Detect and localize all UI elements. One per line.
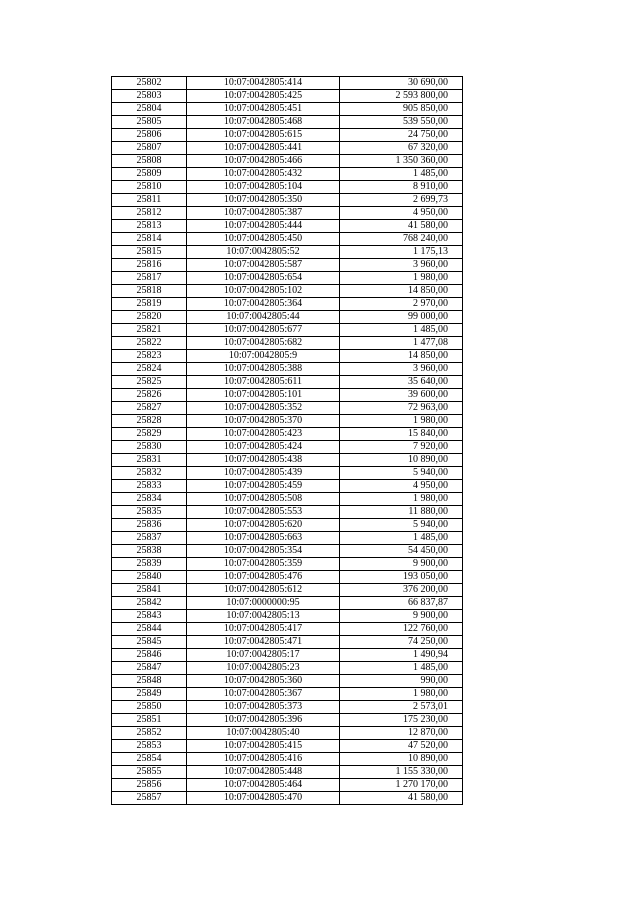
row-number-cell: 25807 (112, 142, 187, 155)
table-row (112, 428, 463, 441)
cadastral-number-cell: 10:07:0042805:373 (187, 701, 340, 714)
table-row (112, 207, 463, 220)
table-row (112, 285, 463, 298)
table-row (112, 376, 463, 389)
row-number-cell: 25842 (112, 597, 187, 610)
cadastral-number-cell: 10:07:0042805:620 (187, 519, 340, 532)
cadastral-number-cell: 10:07:0042805:387 (187, 207, 340, 220)
cadastral-number-cell: 10:07:0042805:40 (187, 727, 340, 740)
value-cell: 905 850,00 (340, 103, 463, 116)
cadastral-number-cell: 10:07:0042805:615 (187, 129, 340, 142)
value-cell: 2 593 800,00 (340, 90, 463, 103)
table-row (112, 662, 463, 675)
row-number-cell: 25856 (112, 779, 187, 792)
value-cell: 1 485,00 (340, 662, 463, 675)
value-cell: 15 840,00 (340, 428, 463, 441)
cadastral-number-cell: 10:07:0042805:416 (187, 753, 340, 766)
cadastral-number-cell: 10:07:0042805:611 (187, 376, 340, 389)
table-row (112, 753, 463, 766)
row-number-cell: 25837 (112, 532, 187, 545)
value-cell: 30 690,00 (340, 77, 463, 90)
cadastral-number-cell: 10:07:0042805:471 (187, 636, 340, 649)
cadastral-number-cell: 10:07:0042805:396 (187, 714, 340, 727)
table-row (112, 558, 463, 571)
row-number-cell: 25851 (112, 714, 187, 727)
table-row (112, 181, 463, 194)
value-cell: 74 250,00 (340, 636, 463, 649)
row-number-cell: 25853 (112, 740, 187, 753)
value-cell: 9 900,00 (340, 558, 463, 571)
cadastral-number-cell: 10:07:0042805:354 (187, 545, 340, 558)
cadastral-number-cell: 10:07:0042805:476 (187, 571, 340, 584)
value-cell: 8 910,00 (340, 181, 463, 194)
row-number-cell: 25809 (112, 168, 187, 181)
row-number-cell: 25836 (112, 519, 187, 532)
value-cell: 175 230,00 (340, 714, 463, 727)
row-number-cell: 25828 (112, 415, 187, 428)
table-row (112, 389, 463, 402)
row-number-cell: 25832 (112, 467, 187, 480)
table-row (112, 506, 463, 519)
row-number-cell: 25817 (112, 272, 187, 285)
table-row (112, 220, 463, 233)
value-cell: 35 640,00 (340, 376, 463, 389)
table-row (112, 116, 463, 129)
row-number-cell: 25806 (112, 129, 187, 142)
value-cell: 1 477,08 (340, 337, 463, 350)
value-cell: 3 960,00 (340, 259, 463, 272)
cadastral-number-cell: 10:07:0042805:682 (187, 337, 340, 350)
value-cell: 39 600,00 (340, 389, 463, 402)
cadastral-number-cell: 10:07:0042805:439 (187, 467, 340, 480)
row-number-cell: 25854 (112, 753, 187, 766)
value-cell: 3 960,00 (340, 363, 463, 376)
cadastral-number-cell: 10:07:0042805:677 (187, 324, 340, 337)
row-number-cell: 25852 (112, 727, 187, 740)
cadastral-number-cell: 10:07:0042805:52 (187, 246, 340, 259)
row-number-cell: 25823 (112, 350, 187, 363)
row-number-cell: 25808 (112, 155, 187, 168)
cadastral-number-cell: 10:07:0042805:424 (187, 441, 340, 454)
row-number-cell: 25845 (112, 636, 187, 649)
row-number-cell: 25847 (112, 662, 187, 675)
cadastral-number-cell: 10:07:0042805:9 (187, 350, 340, 363)
table-row (112, 467, 463, 480)
row-number-cell: 25816 (112, 259, 187, 272)
cadastral-number-cell: 10:07:0042805:466 (187, 155, 340, 168)
cadastral-number-cell: 10:07:0042805:553 (187, 506, 340, 519)
table-row (112, 272, 463, 285)
table-row (112, 155, 463, 168)
cadastral-number-cell: 10:07:0042805:23 (187, 662, 340, 675)
row-number-cell: 25805 (112, 116, 187, 129)
value-cell: 2 573,01 (340, 701, 463, 714)
value-cell: 1 980,00 (340, 272, 463, 285)
table-row (112, 337, 463, 350)
row-number-cell: 25848 (112, 675, 187, 688)
row-number-cell: 25802 (112, 77, 187, 90)
table-row (112, 311, 463, 324)
value-cell: 47 520,00 (340, 740, 463, 753)
row-number-cell: 25857 (112, 792, 187, 805)
row-number-cell: 25830 (112, 441, 187, 454)
table-row (112, 441, 463, 454)
cadastral-number-cell: 10:07:0042805:13 (187, 610, 340, 623)
value-cell: 990,00 (340, 675, 463, 688)
cadastral-number-cell: 10:07:0042805:414 (187, 77, 340, 90)
row-number-cell: 25829 (112, 428, 187, 441)
table-row (112, 129, 463, 142)
value-cell: 54 450,00 (340, 545, 463, 558)
cadastral-number-cell: 10:07:0042805:612 (187, 584, 340, 597)
table-row (112, 454, 463, 467)
table-row (112, 103, 463, 116)
value-cell: 1 980,00 (340, 688, 463, 701)
value-cell: 4 950,00 (340, 480, 463, 493)
table-row (112, 532, 463, 545)
value-cell: 24 750,00 (340, 129, 463, 142)
cadastral-number-cell: 10:07:0042805:448 (187, 766, 340, 779)
table-row (112, 649, 463, 662)
cadastral-number-cell: 10:07:0042805:468 (187, 116, 340, 129)
row-number-cell: 25840 (112, 571, 187, 584)
cadastral-number-cell: 10:07:0042805:388 (187, 363, 340, 376)
value-cell: 1 485,00 (340, 168, 463, 181)
value-cell: 539 550,00 (340, 116, 463, 129)
row-number-cell: 25825 (112, 376, 187, 389)
value-cell: 14 850,00 (340, 350, 463, 363)
row-number-cell: 25844 (112, 623, 187, 636)
value-cell: 10 890,00 (340, 753, 463, 766)
table-row (112, 233, 463, 246)
value-cell: 10 890,00 (340, 454, 463, 467)
table-row (112, 480, 463, 493)
cadastral-number-cell: 10:07:0042805:663 (187, 532, 340, 545)
cadastral-number-cell: 10:07:0042805:423 (187, 428, 340, 441)
row-number-cell: 25839 (112, 558, 187, 571)
table-row (112, 727, 463, 740)
row-number-cell: 25843 (112, 610, 187, 623)
table-row (112, 194, 463, 207)
cadastral-number-cell: 10:07:0042805:417 (187, 623, 340, 636)
value-cell: 14 850,00 (340, 285, 463, 298)
value-cell: 1 980,00 (340, 493, 463, 506)
table-row (112, 571, 463, 584)
cadastral-number-cell: 10:07:0042805:450 (187, 233, 340, 246)
table-row (112, 142, 463, 155)
value-cell: 66 837,87 (340, 597, 463, 610)
value-cell: 1 175,13 (340, 246, 463, 259)
table-row (112, 415, 463, 428)
table-row (112, 584, 463, 597)
table-row (112, 675, 463, 688)
row-number-cell: 25811 (112, 194, 187, 207)
cadastral-value-table (111, 76, 463, 805)
value-cell: 1 155 330,00 (340, 766, 463, 779)
table-row (112, 402, 463, 415)
table-row (112, 597, 463, 610)
table-row (112, 714, 463, 727)
table-row (112, 493, 463, 506)
row-number-cell: 25835 (112, 506, 187, 519)
row-number-cell: 25812 (112, 207, 187, 220)
table-row (112, 610, 463, 623)
cadastral-number-cell: 10:07:0042805:104 (187, 181, 340, 194)
row-number-cell: 25846 (112, 649, 187, 662)
cadastral-number-cell: 10:07:0042805:464 (187, 779, 340, 792)
cadastral-number-cell: 10:07:0042805:508 (187, 493, 340, 506)
value-cell: 768 240,00 (340, 233, 463, 246)
row-number-cell: 25820 (112, 311, 187, 324)
row-number-cell: 25803 (112, 90, 187, 103)
row-number-cell: 25821 (112, 324, 187, 337)
cadastral-number-cell: 10:07:0042805:360 (187, 675, 340, 688)
cadastral-number-cell: 10:07:0042805:654 (187, 272, 340, 285)
row-number-cell: 25831 (112, 454, 187, 467)
cadastral-number-cell: 10:07:0042805:441 (187, 142, 340, 155)
table-row (112, 363, 463, 376)
value-cell: 11 880,00 (340, 506, 463, 519)
row-number-cell: 25834 (112, 493, 187, 506)
table-row (112, 246, 463, 259)
cadastral-number-cell: 10:07:0042805:17 (187, 649, 340, 662)
table-row (112, 636, 463, 649)
value-cell: 67 320,00 (340, 142, 463, 155)
table-row (112, 298, 463, 311)
row-number-cell: 25822 (112, 337, 187, 350)
value-cell: 7 920,00 (340, 441, 463, 454)
table-row (112, 701, 463, 714)
cadastral-number-cell: 10:07:0042805:587 (187, 259, 340, 272)
cadastral-number-cell: 10:07:0042805:44 (187, 311, 340, 324)
table-row (112, 688, 463, 701)
value-cell: 376 200,00 (340, 584, 463, 597)
value-cell: 2 699,73 (340, 194, 463, 207)
cadastral-number-cell: 10:07:0042805:470 (187, 792, 340, 805)
row-number-cell: 25826 (112, 389, 187, 402)
cadastral-number-cell: 10:07:0042805:432 (187, 168, 340, 181)
row-number-cell: 25841 (112, 584, 187, 597)
value-cell: 4 950,00 (340, 207, 463, 220)
table-row (112, 259, 463, 272)
row-number-cell: 25818 (112, 285, 187, 298)
row-number-cell: 25827 (112, 402, 187, 415)
table-row (112, 77, 463, 90)
cadastral-number-cell: 10:07:0042805:438 (187, 454, 340, 467)
cadastral-number-cell: 10:07:0042805:459 (187, 480, 340, 493)
value-cell: 1 490,94 (340, 649, 463, 662)
cadastral-number-cell: 10:07:0042805:444 (187, 220, 340, 233)
table-row (112, 519, 463, 532)
table-row (112, 766, 463, 779)
cadastral-number-cell: 10:07:0042805:415 (187, 740, 340, 753)
row-number-cell: 25810 (112, 181, 187, 194)
row-number-cell: 25824 (112, 363, 187, 376)
row-number-cell: 25815 (112, 246, 187, 259)
value-cell: 12 870,00 (340, 727, 463, 740)
value-cell: 1 485,00 (340, 324, 463, 337)
value-cell: 5 940,00 (340, 519, 463, 532)
value-cell: 122 760,00 (340, 623, 463, 636)
value-cell: 1 350 360,00 (340, 155, 463, 168)
cadastral-number-cell: 10:07:0042805:425 (187, 90, 340, 103)
row-number-cell: 25850 (112, 701, 187, 714)
table-body (112, 77, 463, 805)
row-number-cell: 25833 (112, 480, 187, 493)
value-cell: 41 580,00 (340, 792, 463, 805)
table-row (112, 350, 463, 363)
value-cell: 99 000,00 (340, 311, 463, 324)
cadastral-number-cell: 10:07:0042805:359 (187, 558, 340, 571)
value-cell: 5 940,00 (340, 467, 463, 480)
table-row (112, 740, 463, 753)
row-number-cell: 25838 (112, 545, 187, 558)
row-number-cell: 25849 (112, 688, 187, 701)
cadastral-number-cell: 10:07:0042805:370 (187, 415, 340, 428)
value-cell: 1 270 170,00 (340, 779, 463, 792)
table-row (112, 792, 463, 805)
row-number-cell: 25804 (112, 103, 187, 116)
value-cell: 9 900,00 (340, 610, 463, 623)
value-cell: 193 050,00 (340, 571, 463, 584)
cadastral-number-cell: 10:07:0042805:367 (187, 688, 340, 701)
table-row (112, 324, 463, 337)
table-row (112, 545, 463, 558)
value-cell: 2 970,00 (340, 298, 463, 311)
row-number-cell: 25819 (112, 298, 187, 311)
value-cell: 1 980,00 (340, 415, 463, 428)
cadastral-number-cell: 10:07:0042805:364 (187, 298, 340, 311)
cadastral-number-cell: 10:07:0000000:95 (187, 597, 340, 610)
cadastral-number-cell: 10:07:0042805:350 (187, 194, 340, 207)
row-number-cell: 25814 (112, 233, 187, 246)
cadastral-number-cell: 10:07:0042805:102 (187, 285, 340, 298)
value-cell: 1 485,00 (340, 532, 463, 545)
row-number-cell: 25813 (112, 220, 187, 233)
cadastral-number-cell: 10:07:0042805:101 (187, 389, 340, 402)
cadastral-number-cell: 10:07:0042805:352 (187, 402, 340, 415)
cadastral-number-cell: 10:07:0042805:451 (187, 103, 340, 116)
table-row (112, 168, 463, 181)
value-cell: 41 580,00 (340, 220, 463, 233)
table-row (112, 623, 463, 636)
row-number-cell: 25855 (112, 766, 187, 779)
value-cell: 72 963,00 (340, 402, 463, 415)
table-row (112, 90, 463, 103)
table-row (112, 779, 463, 792)
